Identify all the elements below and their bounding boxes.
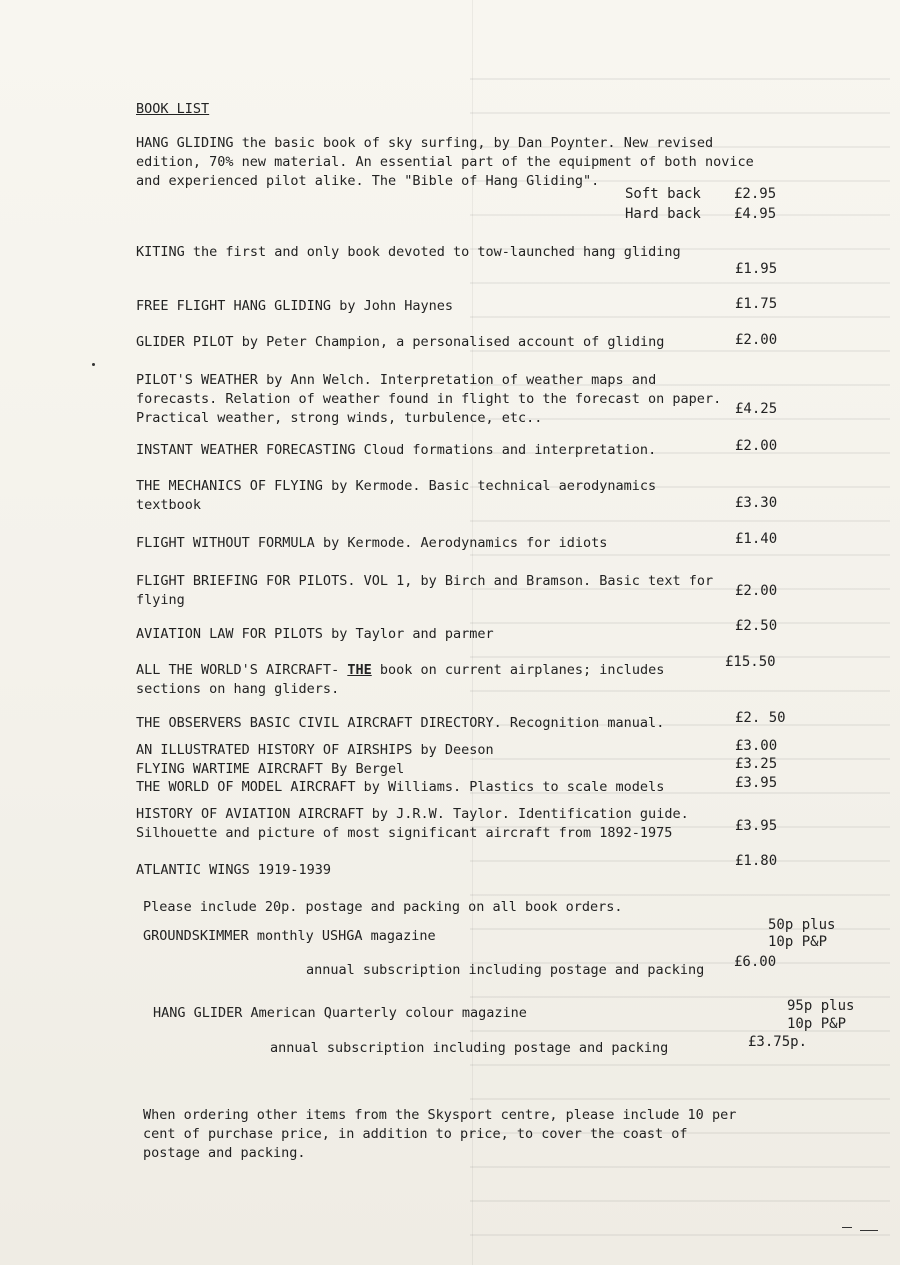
magazine-subscription-price: £3.75p. [748,1034,808,1050]
book-desc: by J.R.W. Taylor. Identification guide. Silhouette and picture of most significant aircraft from 1892-1975 [136,806,689,841]
book-glider-pilot [136,333,664,352]
book-desc: by Deeson [420,742,494,758]
magazine-desc: monthly USHGA magazine [256,928,436,944]
book-price: £3.95 [735,818,778,834]
magazine-desc: American Quarterly colour magazine [250,1005,527,1021]
book-price: £3.25 [735,756,778,772]
book-atlantic-wings [136,861,331,880]
book-title: GLIDER PILOT [136,334,234,350]
book-observers-directory [136,714,664,733]
show-through-text [470,60,890,1240]
book-title: THE OBSERVERS BASIC CIVIL AIRCRAFT DIRECTORY. [136,715,502,731]
book-desc: By Bergel [331,761,405,777]
hardback-price: £4.95 [734,206,777,222]
book-kiting [136,243,696,262]
paper-mark [842,1227,852,1228]
book-desc-prefix: - [331,662,348,678]
book-title: INSTANT WEATHER FORECASTING [136,442,356,458]
book-price: £2.00 [735,438,778,454]
book-flight-without-formula [136,534,607,553]
book-price: £3.95 [735,775,778,791]
book-wartime-aircraft [136,760,404,779]
book-price: £2.00 [735,332,778,348]
footer-note: When ordering other items from the Skysport centre, please include 10 per cent of purchase price, in addition to price, to cover the coast of postage and packing. [143,1107,737,1161]
book-desc: Cloud formations and interpretation. [363,442,657,458]
book-instant-weather [136,441,656,460]
hardback-label: Hard back [625,206,701,222]
book-desc: the basic book of sky surfing, by Dan Poynter. New revised edition, 70% new material. An essential part of the equipment of both novice and experienced pilot alike. The "Bible of Hang Gliding". [136,135,754,189]
book-title: THE MECHANICS OF FLYING [136,478,323,494]
book-title: ATLANTIC WINGS 1919-1939 [136,862,332,878]
book-title: AVIATION LAW FOR PILOTS [136,626,323,642]
book-title: FREE FLIGHT HANG GLIDING [136,298,332,314]
book-title: KITING [136,244,185,260]
book-price: £3.30 [735,495,778,511]
postage-note: Please include 20p. postage and packing on all book orders. [143,899,623,915]
book-model-aircraft [136,778,664,797]
book-title: FLIGHT BRIEFING FOR PILOTS. VOL 1, [136,573,413,589]
book-price: £3.00 [735,738,778,754]
book-desc: by Birch and Bramson. Basic text for flying [136,573,714,608]
book-airships [136,741,494,760]
book-desc: by Taylor and parmer [331,626,494,642]
book-desc: book on current airplanes; includes sections on hang gliders. [136,662,665,697]
magazine-subscription-price: £6.00 [734,954,777,970]
book-history-aviation [136,805,726,843]
magazine-title: GROUNDSKIMMER [143,928,249,944]
book-desc: by Ann Welch. Interpretation of weather maps and forecasts. Relation of weather found in flight to the forecast on paper. Practical weather, strong winds, turbulence, etc.. [136,372,722,426]
magazine-groundskimmer [143,927,436,946]
book-title: FLYING WARTIME AIRCRAFT [136,761,323,777]
magazine-hang-glider [153,1004,527,1023]
book-price: £1.95 [735,261,778,277]
book-all-worlds-aircraft [136,661,706,699]
book-desc: the first and only book devoted to tow-launched hang gliding [192,244,681,260]
book-price: £2.50 [735,618,778,634]
book-title: HANG GLIDING [136,135,234,151]
magazine-price-line2: 10p P&P [768,934,828,950]
book-title: PILOT'S WEATHER [136,372,258,388]
book-aviation-law [136,625,494,644]
book-hang-gliding [136,134,776,191]
book-price: £1.80 [735,853,778,869]
book-title: HISTORY OF AVIATION AIRCRAFT [136,806,364,822]
book-price: £4.25 [735,401,778,417]
book-desc: by Kermode. Aerodynamics for idiots [322,535,608,551]
book-price: £2. 50 [735,710,786,726]
book-desc: by Peter Champion, a personalised account of gliding [241,334,665,350]
paper-mark [860,1230,878,1231]
book-title: THE WORLD OF MODEL AIRCRAFT [136,779,356,795]
book-free-flight [136,297,453,316]
book-desc: by John Haynes [339,298,454,314]
book-pilots-weather [136,371,736,428]
book-price: £15.50 [725,654,776,670]
magazine-subscription-label: annual subscription including postage and packing [270,1040,669,1056]
book-desc: Recognition manual. [509,715,665,731]
book-price: £1.75 [735,296,778,312]
book-price: £1.40 [735,531,778,547]
softback-label: Soft back [625,186,701,202]
magazine-price-line2: 10p P&P [787,1016,847,1032]
magazine-title: HANG GLIDER [153,1005,243,1021]
softback-price: £2.95 [734,186,777,202]
book-price: £2.00 [735,583,778,599]
book-flight-briefing [136,572,726,610]
page-title: BOOK LIST [136,101,210,117]
book-title: FLIGHT WITHOUT FORMULA [136,535,315,551]
book-mechanics [136,477,726,515]
magazine-subscription-label: annual subscription including postage and packing [306,962,705,978]
magazine-price-line1: 95p plus [787,998,855,1014]
book-desc: by Kermode. Basic technical aerodynamics textbook [136,478,657,513]
paper-speck [92,363,95,366]
book-title: AN ILLUSTRATED HISTORY OF AIRSHIPS [136,742,413,758]
magazine-price-line1: 50p plus [768,917,836,933]
book-desc-emphasis: THE [347,662,372,678]
book-title: ALL THE WORLD'S AIRCRAFT [136,662,332,678]
book-desc: by Williams. Plastics to scale models [363,779,665,795]
